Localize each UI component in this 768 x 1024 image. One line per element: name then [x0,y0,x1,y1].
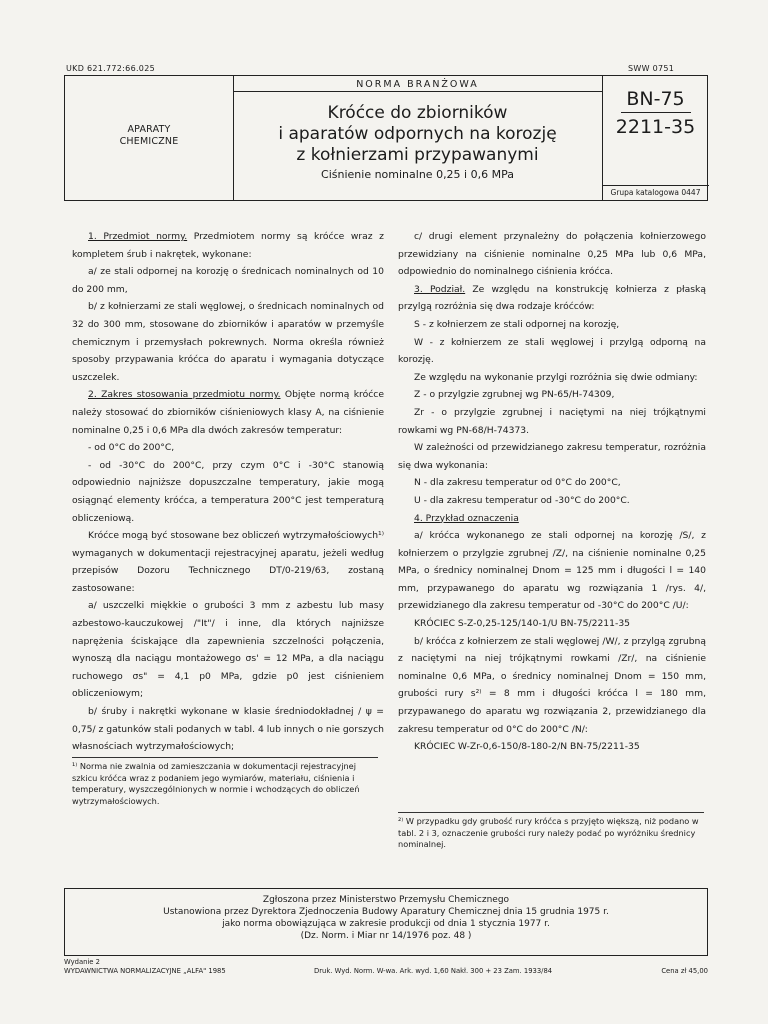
norm-code-series: BN-75 [626,88,685,110]
code-separator [621,112,691,113]
type-s: S - z kołnierzem ze stali odpornej na korozję, [414,318,620,330]
section-1-text: Przedmiotem normy są króćce wraz z kompletem śrub i nakrętek, wykonane: [72,231,384,260]
section-2-text: Objęte normą króćce należy stosować do zbiorników ciśnieniowych klasy A, na ciśnienie nominalne 0,25 i 0,6 MPa dla dwóch zakresów temperatur: [72,389,384,436]
category-line-1: APARATY [127,124,171,135]
category-line-2: CHEMICZNE [119,136,179,147]
facing-variants: Ze względu na wykonanie przylgi rozróżnia się dwie odmiany: [414,371,698,383]
section-1-heading: 1. Przedmiot normy. [88,231,188,242]
norm-type-label: NORMA BRANŻOWA [356,79,479,90]
header-box [64,75,708,201]
title-line-3: z kołnierzami przypawanymi [296,145,539,165]
variant-u: U - dla zakresu temperatur od -30°C do 200°C. [414,494,630,506]
section-1 [72,228,384,263]
left-column [72,228,384,756]
gasket-item-a: a/ uszczelki miękkie o grubości 3 mm z azbestu lub masy azbestowo-kauczukowej /"It"/ i inne, dla których najniższe naprężenia ściskające dla zapewnienia szczelności połączenia, wynoszą dla naciągu montażowego σs' = 12 MPa, a dla naciągu ruchowego σs" = 4,1 p0 MPa, gdzie p0 jest ciśnieniem obliczeniowym; [72,600,384,700]
type-w: W - z kołnierzem ze stali węglowej i przylgą odporną na korozję. [398,336,706,366]
variant-n: N - dla zakresu temperatur od 0°C do 200°C, [414,477,621,489]
sww-code: SWW 0751 [628,64,675,73]
group-rule [602,185,709,186]
example-a: a/ króćca wykonanego ze stali odpornej na korozję /S/, z kołnierzem o przylgzie zgrubnej /Z/, na ciśnienie nominalne 0,25 MPa, o średnicy nominalnej Dnom = 125 mm i długości l = 140 mm, przypawanego do aparatu wg rozwiązania 1 /rys. 4/, przewidzianego dla zakresu temperatur od -30°C do 200°C /U/: [398,530,706,612]
bolts-item-b: b/ śruby i nakrętki wykonane w klasie średniodokładnej / ψ = 0,75/ z gatunków stali podanych w tabl. 4 lub innych o nie gorszych własnościach wytrzymałościowych; [72,706,384,753]
print-info: Druk. Wyd. Norm. W-wa. Ark. wyd. 1,60 Nakł. 300 + 23 Zam. 1933/84 [314,967,553,975]
variant-zr: Zr - o przylgzie zgrubnej i naciętymi na niej trójkątnymi rowkami wg PN-68/H-74373. [398,406,706,436]
page-subtitle: Ciśnienie nominalne 0,25 i 0,6 MPa [321,168,514,181]
catalog-group: Grupa katalogowa 0447 [610,188,701,197]
section-1-item-a: a/ ze stali odpornej na korozję o średnicach nominalnych od 10 do 200 mm, [72,266,384,295]
temperature-range-1: - od 0°C do 200°C, [88,442,175,454]
footnote-2: ²⁾ W przypadku gdy grubość rury króćca s przyjęto większą, niż podano w tabl. 2 i 3, oznaczenie grubości rury należy podać po wyróżniku średnicy nominalnej. [398,812,704,851]
page-title [233,103,602,166]
variant-z: Z - o przylgzie zgrubnej wg PN-65/H-74309, [414,389,615,401]
section-1-item-b: b/ z kołnierzami ze stali węglowej, o średnicach nominalnych od 32 do 300 mm, stosowane do zbiorników i aparatów w przemyśle chemicznym i przemysłach pokrewnych. Norma określa również sposoby przypawania króćca do aparatu i wymagania dotyczące uszczelek. [72,301,384,383]
example-b: b/ króćca z kołnierzem ze stali węglowej /W/, z przylgą zgrubną z naciętymi na niej trójkątnymi rowkami /Zr/, na ciśnienie nominalne 0,6 MPa, o średnicy nominalnej Dnom = 150 mm, grubości rury s²⁾ = 8 mm i długości króćca l = 180 mm, przypawanego do aparatu wg rozwiązania 2, przewidzianego dla zakresu temperatur od 0°C do 200°C /N/: [398,635,706,735]
approval-line-4: (Dz. Norm. i Miar nr 14/1976 poz. 48 ) [300,931,472,941]
temperature-range-2: - od -30°C do 200°C, przy czym 0°C i -30°C stanowią odpowiednio najniższe dopuszczalne temperatury, jakie mogą osiągnąć elementy króćca, a temperatura 200°C jest temperaturą obliczeniową. [72,459,384,524]
approval-line-2: Ustanowiona przez Dyrektora Zjednoczenia Budowy Aparatury Chemicznej dnia 15 grudnia 1975 r. [163,907,609,917]
section-4 [398,510,706,528]
page-footer [64,958,708,976]
temperature-variants: W zależności od przewidzianego zakresu temperatur, rozróżnia się dwa wykonania: [398,442,706,471]
price: Cena zł 45,00 [661,967,708,975]
section-3 [398,281,706,316]
section-4-heading: 4. Przykład oznaczenia [414,512,519,524]
footnote-1: ¹⁾ Norma nie zwalnia od zamieszczania w dokumentacji rejestracyjnej szkicu króćca wraz z podaniem jego wymiarów, materiału, ciśnienia i temperatury, wyszczególnionych w normie i wchodzących do obliczeń wytrzymałościowych. [72,757,378,807]
approval-line-3: jako norma obowiązująca w zakresie produkcji od dnia 1 stycznia 1977 r. [222,919,550,929]
title-line-1: Króćce do zbiorników [327,103,508,123]
right-column [398,228,706,756]
calculation-paragraph: Króćce mogą być stosowane bez obliczeń wytrzymałościowych¹⁾ wymaganych w dokumentacji rejestracyjnej aparatu, jeżeli według przepisów Dozoru Technicznego DT/0-219/63, zostaną zastosowane: [72,530,384,594]
approval-line-1: Zgłoszona przez Ministerstwo Przemysłu Chemicznego [262,895,510,905]
section-3-text: Ze względu na konstrukcję kołnierza z płaską przylgą rozróżnia się dwa rodzaje króćców: [398,283,706,313]
publisher: WYDAWNICTWA NORMALIZACYJNE „ALFA" 1985 [64,967,226,975]
section-2-heading: 2. Zakres stosowania przedmiotu normy. [88,389,281,401]
item-c: c/ drugi element przynależny do połączenia kołnierzowego przewidziany na ciśnienie nominalne 0,25 MPa lub 0,6 MPa, odpowiednio do nominalnego ciśnienia króćca. [398,231,706,278]
norm-label-rule [233,91,602,92]
approval-box [64,888,708,956]
title-line-2: i aparatów odpornych na korozję [278,124,557,144]
edition: Wydanie 2 [64,958,100,966]
category-label [65,124,233,148]
section-3-heading: 3. Podział. [414,283,466,295]
example-a-designation: KRÓCIEC S-Z-0,25-125/140-1/U BN-75/2211-35 [414,618,631,630]
section-2 [72,386,384,439]
example-b-designation: KRÓCIEC W-Zr-0,6-150/8-180-2/N BN-75/2211-35 [414,741,640,753]
ukd-code: UKD 621.772:66.025 [66,64,155,73]
norm-code-number: 2211-35 [615,116,696,138]
